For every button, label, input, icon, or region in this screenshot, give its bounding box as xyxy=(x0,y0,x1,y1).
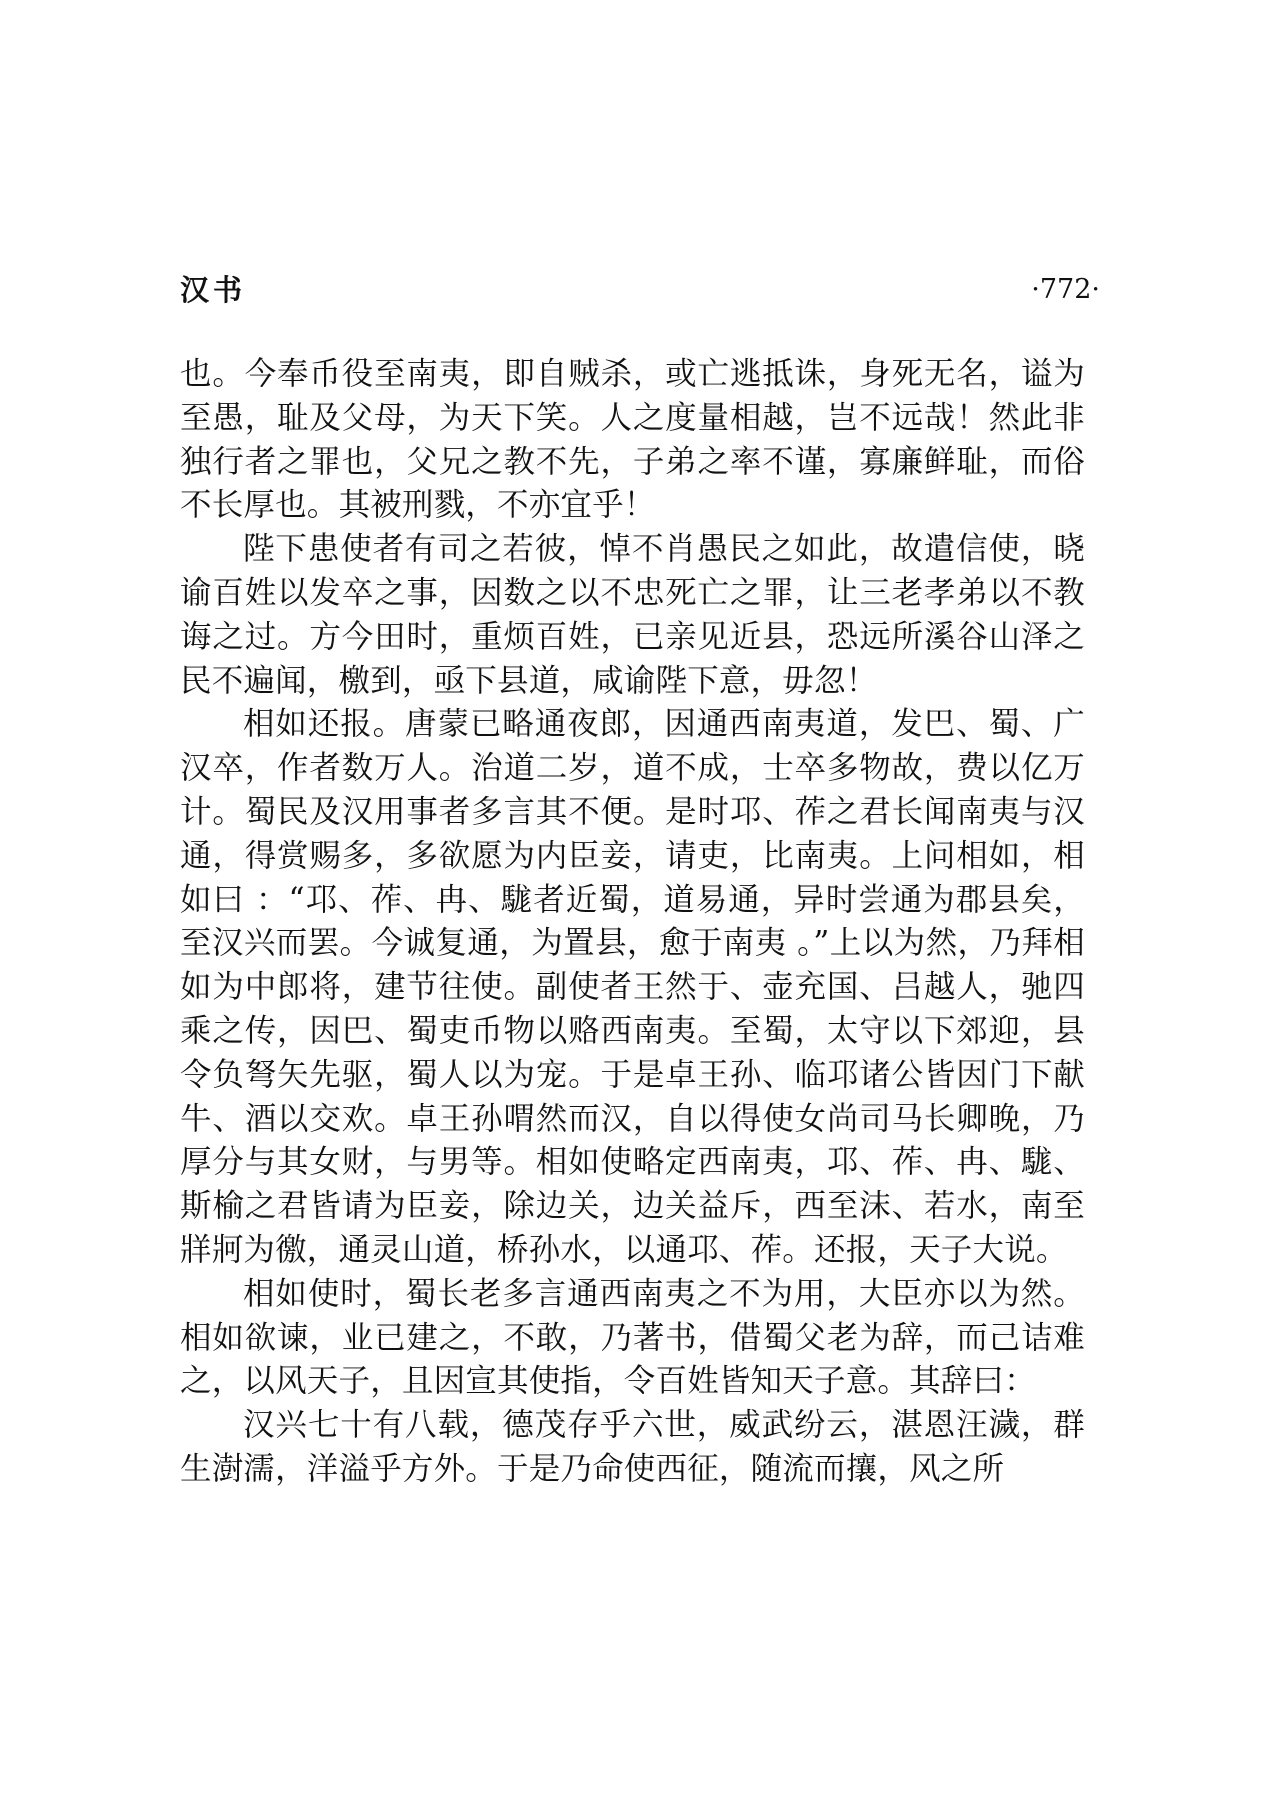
book-title: 汉书 xyxy=(180,273,247,307)
page-number: ·772· xyxy=(1031,274,1100,305)
paragraph: 也。今奉币役至南夷，即自贼杀，或亡逃抵诛，身死无名，谥为至愚，耻及父母，为天下笑。人之度量相越，岂不远哉！然此非独行者之罪也，父兄之教不先，子弟之率不谨，寡廉鲜耻，而俗不长厚也。其被刑戮，不亦宜乎！ xyxy=(180,356,1085,524)
body-text xyxy=(180,353,1085,1492)
paragraph: 相如还报。唐蒙已略通夜郎，因通西南夷道，发巴、蜀、广汉卒，作者数万人。治道二岁，道不成，士卒多物故，费以亿万计。蜀民及汉用事者多言其不便。是时邛、莋之君长闻南夷与汉通，得赏赐多，多欲愿为内臣妾，请吏，比南夷。上问相如，相如曰 ：“邛、莋、冉、駹者近蜀，道易通，异时尝通为郡县矣，至汉兴而罢。今诚复通，为置县，愈于南夷 。”上以为然，乃拜相如为中郎将，建节往使。副使者王然于、壶充国、吕越人，驰四乘之传，因巴、蜀吏币物以赂西南夷。至蜀，太守以下郊迎，县令负弩矢先驱，蜀人以为宠。于是卓王孙、临邛诸公皆因门下献牛、酒以交欢。卓王孙喟然而汉，自以得使女尚司马长卿晚，乃厚分与其女财，与男等。相如使略定西南夷，邛、莋、冉、駹、斯榆之君皆请为臣妾，除边关，边关益斥，西至沫、若水，南至牂牁为徼，通灵山道，桥孙水，以通邛、莋。还报，天子大说。 xyxy=(180,706,1085,1268)
page-header xyxy=(180,270,1100,310)
paragraph: 汉兴七十有八载，德茂存乎六世，威武纷云，湛恩汪濊，群生澍濡，洋溢乎方外。于是乃命使西征，随流而攘，风之所 xyxy=(180,1407,1085,1487)
paragraph: 相如使时，蜀长老多言通西南夷之不为用，大臣亦以为然。相如欲谏，业已建之，不敢，乃著书，借蜀父老为辞，而己诘难之，以风天子，且因宣其使指，令百姓皆知天子意。其辞曰： xyxy=(180,1275,1085,1400)
paragraph: 陛下患使者有司之若彼，悼不肖愚民之如此，故遣信使，晓谕百姓以发卒之事，因数之以不忠死亡之罪，让三老孝弟以不教诲之过。方今田时，重烦百姓，已亲见近县，恐远所溪谷山泽之民不遍闻，檄到，亟下县道，咸谕陛下意，毋忽！ xyxy=(180,531,1085,699)
